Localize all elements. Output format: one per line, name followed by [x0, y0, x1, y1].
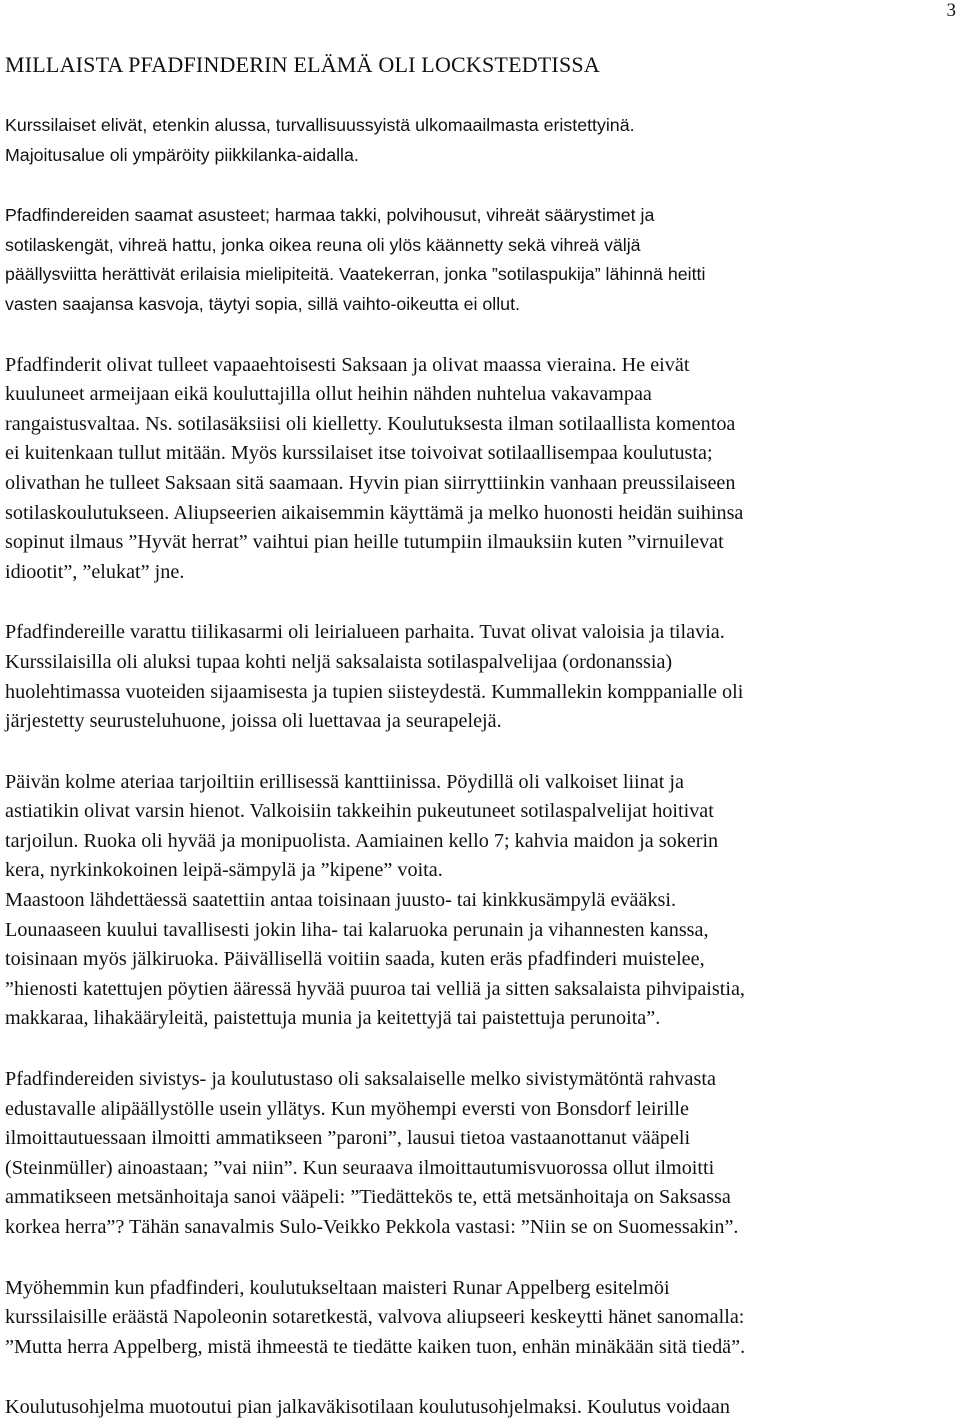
paragraph-barracks: Pfadfindereille varattu tiilikasarmi oli leirialueen parhaita. Tuvat olivat valoisia ja tilavia. Kurssilaisilla oli aluksi tupaa kohti neljä saksalaista sotilaspalvelijaa (ordonanssia) huolehtimassa vuoteiden sijaamisesta ja tupien siisteydestä. Kummallekin komppanialle oli järjestetty seurusteluhuone, joissa oli luettavaa ja seurapelejä.	[5, 621, 744, 733]
paragraph-clothing	[5, 201, 957, 319]
paragraph-appelberg: Myöhemmin kun pfadfinderi, koulutukseltaan maisteri Runar Appelberg esitelmöi kurssilaisille eräästä Napoleonin sotaretkestä, valvova aliupseeri keskeytti hänet sanomalla: ”Mutta herra Appelberg, mistä ihmeestä te tiedätte kaiken tuon, enhän minäkään sitä tiedä”.	[5, 1276, 746, 1358]
document-body	[5, 50, 957, 1423]
paragraph-volunteers: Pfadfinderit olivat tulleet vapaaehtoisesti Saksaan ja olivat maassa vieraina. He eivät kuuluneet armeijaan eikä kouluttajilla ollut heihin nähden nuhtelua vakavampaa rangaistusvaltaa. Ns. sotilasäksiisi oli kielletty. Koulutuksesta ilman sotilaallista komentoa ei kuitenkaan tullut mitään. Myös kurssilaiset itse toivoivat sotilaallisempaa koulutusta; olivathan he tulleet Saksaan sitä saamaan. Hyvin pian siirryttiinkin vanhaan preussilaiseen sotilaskoulutukseen. Aliupseerien aikaisemmin käyttämä ja melko huonosti heidän suihinsa sopinut ilmaus ”Hyvät herrat” vaihtui pian heille tutumpiin ilmauksiin kuten ”virnuilevat idiootit”, ”elukat” jne.	[5, 353, 744, 583]
section-heading: MILLAISTA PFADFINDERIN ELÄMÄ OLI LOCKSTEDTISSA	[5, 52, 600, 77]
paragraph-clothing-continuation: Vaatekerran, jonka ”sotilaspukija” lähinnä heitti vasten saajansa kasvoja, täytyi sopia, sillä vaihto-oikeutta ei ollut.	[5, 264, 706, 314]
page-number: 3	[946, 0, 956, 21]
paragraph-meals: Päivän kolme ateriaa tarjoiltiin erillisessä kanttiinissa. Pöydillä oli valkoiset liinat ja astiatikin olivat varsin hienot. Valkoisiin takkeihin pukeutuneet sotilaspalvelijat hoitivat tarjoilun. Ruoka oli hyvää ja monipuolista. Aamiainen kello 7; kahvia maidon ja sokerin kera, nyrkinkokoinen leipä-sämpylä ja ”kipene” voita. Maastoon lähdettäessä saatettiin antaa toisinaan juusto- tai kinkkusämpylä evääksi. Lounaaseen kuului tavallisesti jokin liha- tai kalaruoka perunain ja vihannesten kanssa, toisinaan myös jälkiruoka. Päivällisellä voitiin saada, kuten eräs pfadfinderi muistelee, ”hienosti katettujen pöytien ääressä hyvää puuroa tai velliä ja sitten saksalaista pihvipaistia, makkaraa, lihakääryleitä, paistettuja munia ja keitettyjä tai paistettuja perunoita”.	[5, 770, 745, 1030]
paragraph-education-level: Pfadfindereiden sivistys- ja koulutustaso oli saksalaiselle melko sivistymätöntä rahvasta edustavalle alipäällystölle usein yllätys. Kun myöhempi eversti von Bonsdorf leirille ilmoittautuessaan ilmoitti ammatikseen ”paroni”, lausui tietoa vastaanottanut vääpeli (Steinmüller) ainoastaan; ”vai niin”. Kun seuraava ilmoittautumisvuorossa ollut ilmoitti ammatikseen metsänhoitaja sanoi vääpeli: ”Tiedättekös te, että metsänhoitaja on Saksassa korkea herra”? Tähän sanavalmis Sulo-Veikko Pekkola vastasi: ”Niin se on Suomessakin”.	[5, 1068, 739, 1238]
paragraph-isolation: Kurssilaiset elivät, etenkin alussa, turvallisuussyistä ulkomaailmasta eristettyinä. Majoitusalue oli ympäröity piikkilanka-aidalla.	[5, 115, 635, 165]
paragraph-clothing-text: Pfadfindereiden saamat asusteet; harmaa takki, polvihousut, vihreät säärystimet ja sotilaskengät, vihreä hattu, jonka oikea reuna oli ylös käännetty sekä vihreä väljä päällysviitta herättivät erilaisia mielipiteitä.	[5, 205, 655, 285]
paragraph-training-program: Koulutusohjelma muotoutui pian jalkaväkisotilaan koulutusohjelmaksi. Koulutus voidaan	[5, 1396, 730, 1419]
